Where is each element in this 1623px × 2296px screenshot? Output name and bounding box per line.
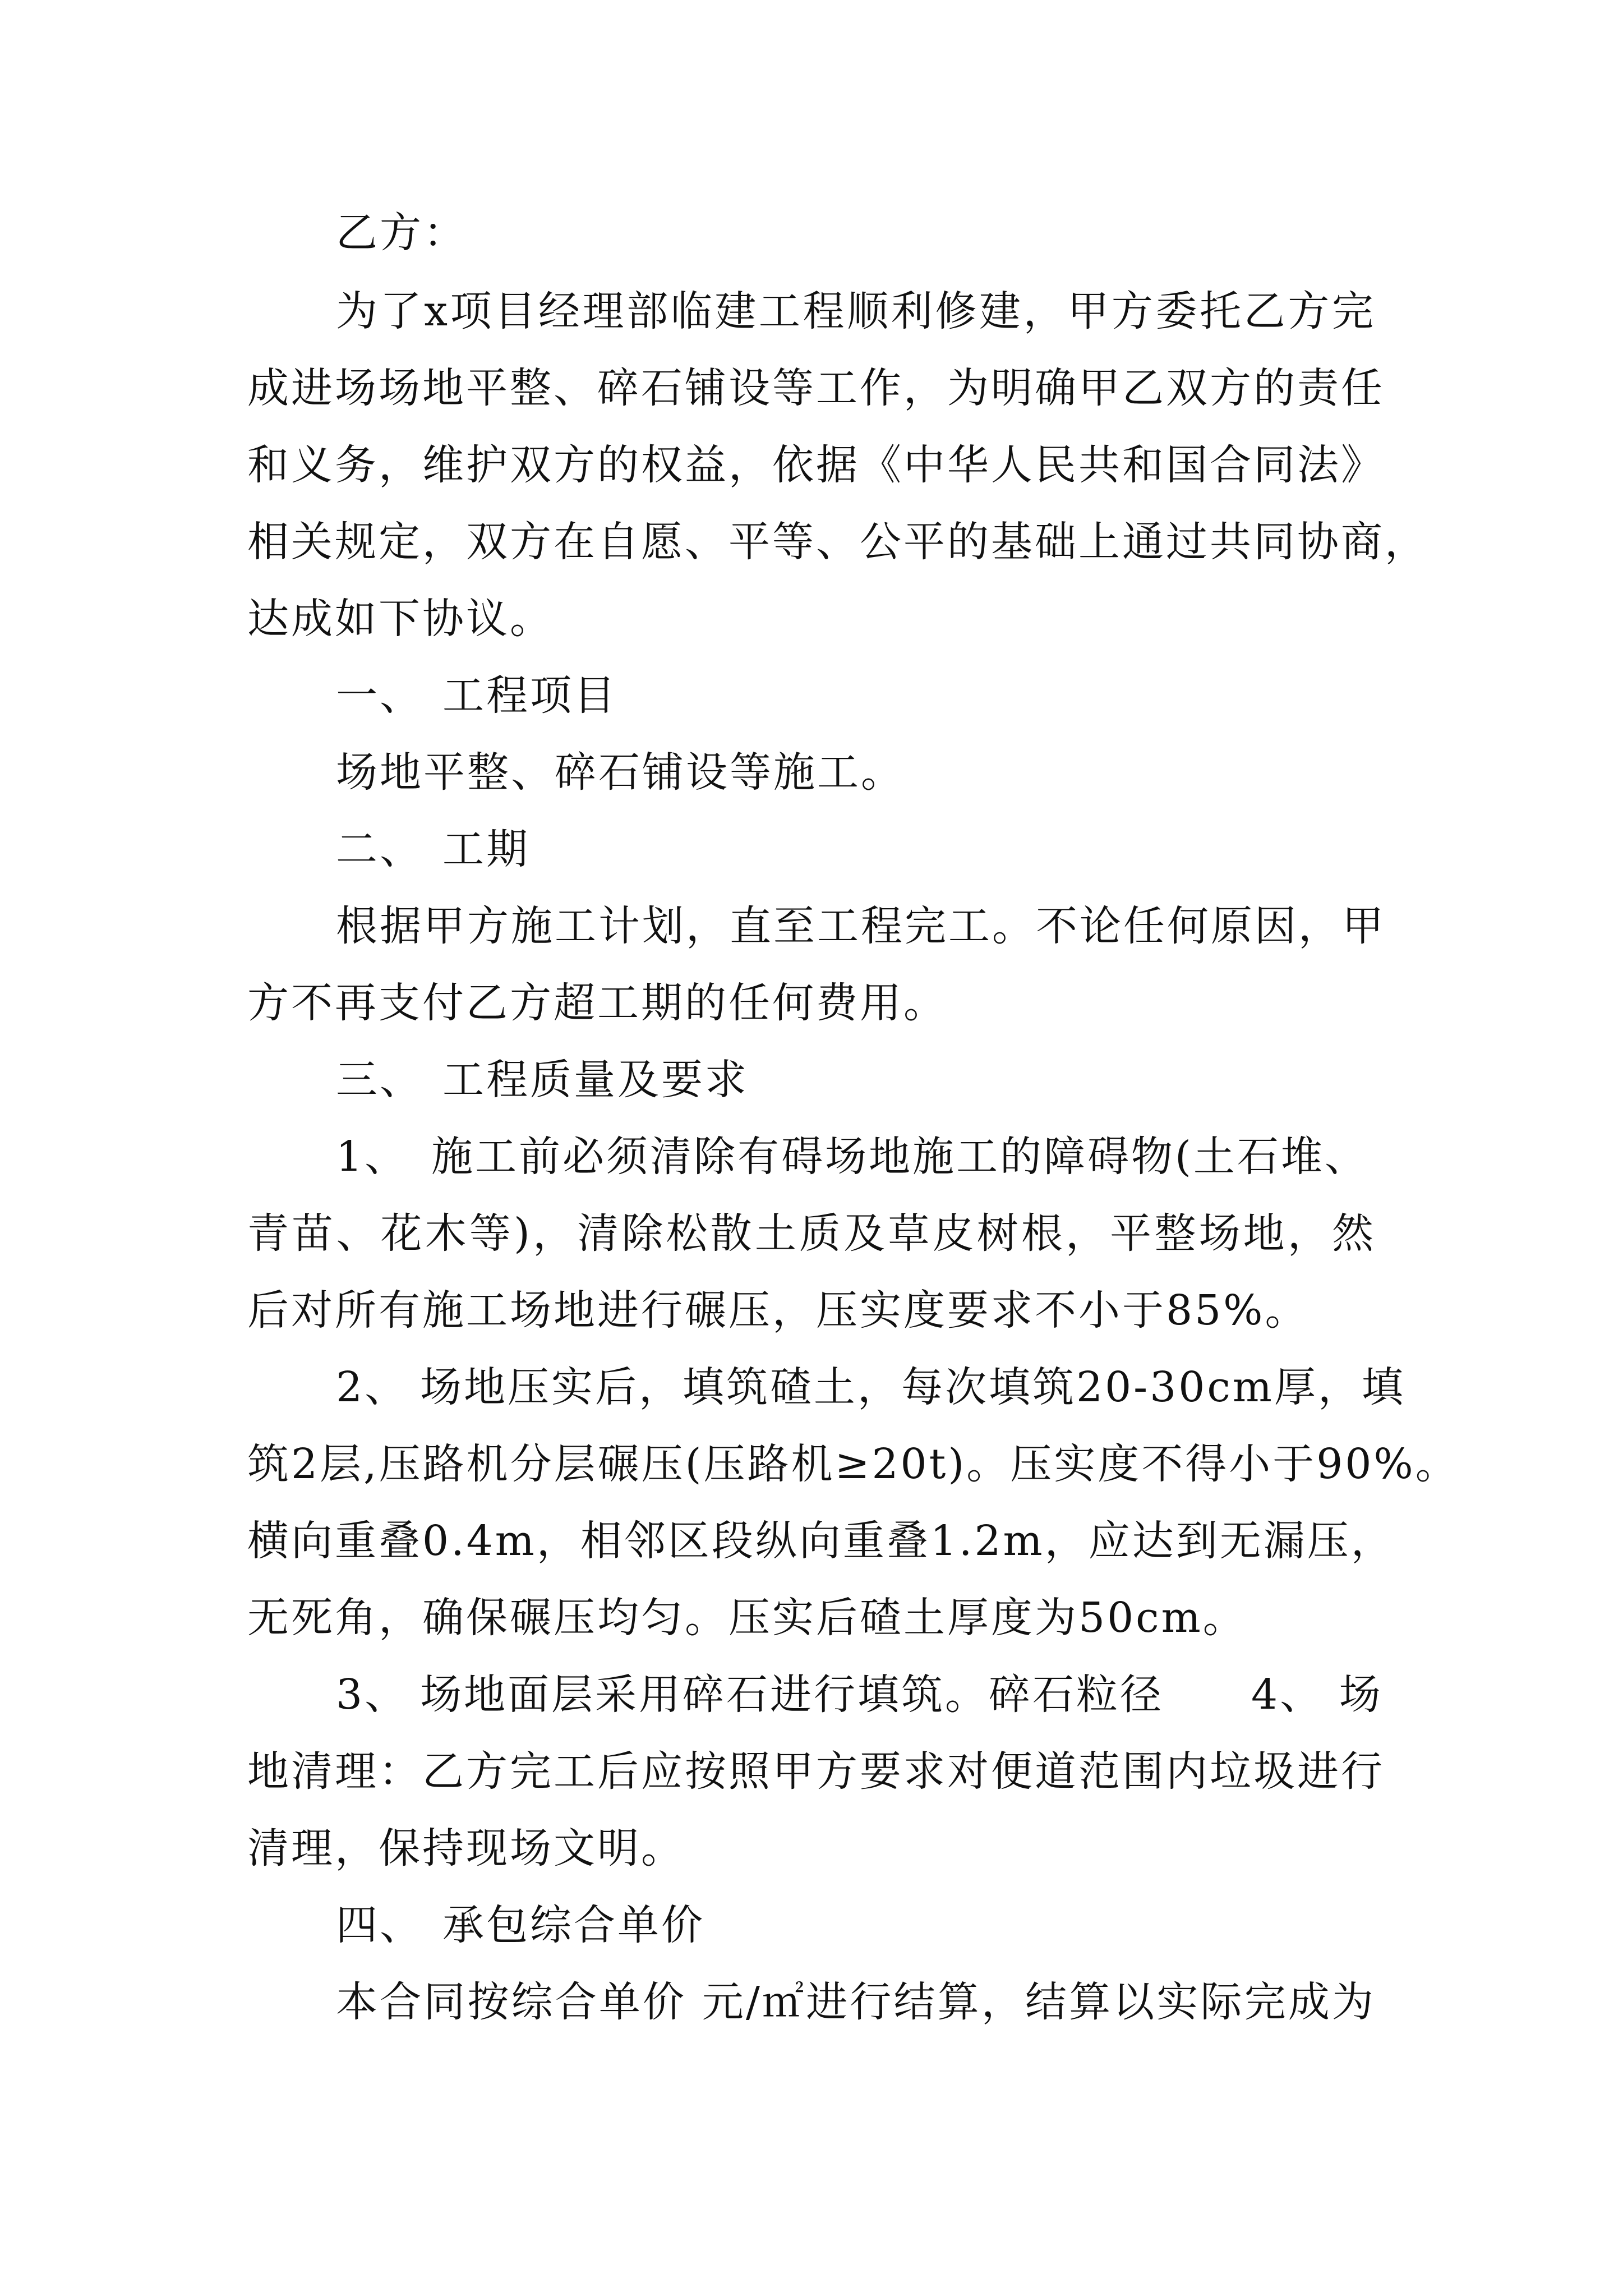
item-text: 施工前必须清除有碍场地施工的障碍物(土石堆、 xyxy=(431,1133,1368,1181)
paragraph-line: 筑2层,压路机分层碾压(压路机≥20t)。压实度不得小于90%。 xyxy=(247,1440,1459,1488)
section-title: 承包综合单价 xyxy=(442,1901,705,1949)
section-title: 工程项目 xyxy=(442,671,617,720)
section-heading xyxy=(336,1897,705,1953)
paragraph-line: 本合同按综合单价 元/㎡进行结算，结算以实际完成为 xyxy=(336,1978,1376,2026)
paragraph-line: 根据甲方施工计划，直至工程完工。不论任何原因，甲 xyxy=(336,902,1386,950)
paragraph-line: 地清理：乙方完工后应按照甲方要求对便道范围内垃圾进行 xyxy=(247,1747,1385,1796)
section-heading xyxy=(336,668,617,724)
paragraph-line: 青苗、花木等)，清除松散土质及草皮树根，平整场地，然 xyxy=(247,1209,1376,1258)
paragraph-line: 和义务，维护双方的权益，依据《中华人民共和国合同法》 xyxy=(247,441,1385,489)
item-number: 2、 xyxy=(336,1363,409,1411)
paragraph-line: 达成如下协议。 xyxy=(247,595,554,643)
paragraph-line: 后对所有施工场地进行碾压，压实度要求不小于85%。 xyxy=(247,1286,1309,1335)
paragraph-line: 方不再支付乙方超工期的任何费用。 xyxy=(247,979,947,1027)
list-item-line xyxy=(336,1129,1368,1185)
section-number: 四、 xyxy=(336,1901,423,1949)
section-heading xyxy=(336,1052,749,1108)
addressee-line: 乙方： xyxy=(336,209,467,257)
section-number: 三、 xyxy=(336,1056,423,1104)
section-title: 工期 xyxy=(442,825,530,873)
section-title: 工程质量及要求 xyxy=(442,1056,749,1104)
section-heading xyxy=(336,821,530,877)
section-number: 一、 xyxy=(336,671,423,720)
paragraph-line: 成进场场地平整、碎石铺设等工作，为明确甲乙双方的责任 xyxy=(247,364,1385,412)
paragraph-line: 场地平整、碎石铺设等施工。 xyxy=(336,748,905,797)
item-number: 1、 xyxy=(336,1133,409,1181)
paragraph-line: 无死角，确保碾压均匀。压实后碴土厚度为50cm。 xyxy=(247,1594,1247,1642)
section-number: 二、 xyxy=(336,825,423,873)
item-text: 场地面层采用碎石进行填筑。碎石粒径 4、 场 xyxy=(420,1671,1383,1719)
list-item-line xyxy=(336,1667,1383,1723)
paragraph-line: 为了x项目经理部临建工程顺利修建，甲方委托乙方完 xyxy=(336,287,1376,335)
item-number: 3、 xyxy=(336,1671,409,1719)
paragraph-line: 相关规定，双方在自愿、平等、公平的基础上通过共同协商， xyxy=(247,518,1428,566)
paragraph-line: 横向重叠0.4m，相邻区段纵向重叠1.2m，应达到无漏压， xyxy=(247,1517,1395,1565)
paragraph-line: 清理，保持现场文明。 xyxy=(247,1824,685,1872)
item-text: 场地压实后，填筑碴土，每次填筑20-30cm厚，填 xyxy=(420,1363,1405,1411)
list-item-line xyxy=(336,1359,1405,1415)
